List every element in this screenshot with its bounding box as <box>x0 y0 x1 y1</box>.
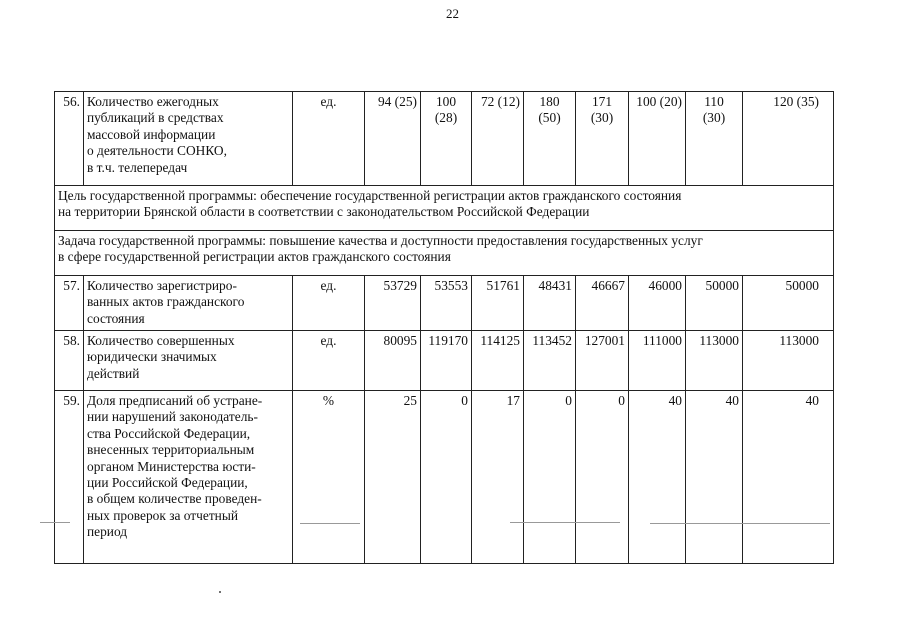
value-cell <box>629 92 686 186</box>
value-cell <box>629 391 686 564</box>
cell-text-line: на территории Брянской области в соответствии с законодательством Российской Федерации <box>58 204 590 220</box>
value-cell <box>524 92 576 186</box>
cell-text-line: 110 <box>704 94 724 109</box>
cell-text-line: публикаций в средствах <box>87 110 224 126</box>
row-number: 56. <box>55 92 84 186</box>
cell-text-line: массовой информации <box>87 126 216 142</box>
cell-text-line: в сфере государственной регистрации актов гражданского состояния <box>58 249 451 265</box>
cell-text-line: внесенных территориальным <box>87 442 255 458</box>
cell-text-line: о деятельности СОНКО, <box>87 143 227 159</box>
unit-cell: % <box>293 391 365 564</box>
value-cell <box>421 331 472 391</box>
table-row <box>55 331 834 391</box>
cell-text-line: 127001 <box>584 333 625 348</box>
cell-text-line: нии нарушений законодатель- <box>87 409 258 425</box>
cell-text-line: ции Российской Федерации, <box>87 475 248 491</box>
value-cell <box>421 391 472 564</box>
indicators-table <box>54 91 834 564</box>
scan-artifact <box>300 523 360 524</box>
cell-text-line: 53553 <box>434 278 468 293</box>
cell-text-line: Задача государственной программы: повышение качества и доступности предоставления государственных услуг <box>58 233 703 248</box>
cell-text-line: 48431 <box>538 278 572 293</box>
cell-text-line: 80095 <box>383 333 417 348</box>
cell-text-line: 53729 <box>383 278 417 293</box>
table-row <box>55 391 834 564</box>
value-cell <box>421 276 472 331</box>
cell-text-line: Количество ежегодных <box>87 94 219 109</box>
cell-text-line: юридически значимых <box>87 349 217 365</box>
value-cell <box>576 92 629 186</box>
value-cell <box>524 276 576 331</box>
cell-text-line: ных проверок за отчетный <box>87 507 239 523</box>
cell-text-line: 114125 <box>480 333 520 348</box>
section-row <box>55 231 834 276</box>
scan-artifact <box>650 523 830 524</box>
cell-text-line: 113452 <box>532 333 572 348</box>
value-cell <box>686 331 743 391</box>
indicator-name <box>84 391 293 564</box>
cell-text-line: Количество совершенных <box>87 333 235 348</box>
value-cell <box>472 331 524 391</box>
cell-text-line: 17 <box>506 393 520 408</box>
cell-text-line: 25 <box>403 393 417 408</box>
value-cell <box>576 331 629 391</box>
value-cell <box>629 276 686 331</box>
cell-text-line: 40 <box>805 393 819 408</box>
cell-text-line: состояния <box>87 310 145 326</box>
value-cell <box>472 391 524 564</box>
cell-text-line: 40 <box>725 393 739 408</box>
cell-text-line: 180 <box>539 94 560 109</box>
indicator-name <box>84 276 293 331</box>
cell-text-line: 113000 <box>779 333 819 348</box>
cell-text-line: 46667 <box>591 278 625 293</box>
value-cell <box>576 276 629 331</box>
cell-text-line: 113000 <box>699 333 739 348</box>
cell-text-line: период <box>87 524 128 540</box>
value-cell <box>743 391 834 564</box>
cell-text-line: 72 (12) <box>480 94 520 109</box>
cell-text-line: Цель государственной программы: обеспечение государственной регистрации актов гражданского состояния <box>58 188 682 203</box>
indicator-name <box>84 92 293 186</box>
cell-text-line: 51761 <box>486 278 520 293</box>
cell-text-line: 111000 <box>642 333 682 348</box>
value-cell <box>365 276 421 331</box>
section-heading <box>55 186 834 231</box>
section-row <box>55 186 834 231</box>
row-number: 57. <box>55 276 84 331</box>
cell-text-line: 50000 <box>705 278 739 293</box>
cell-text-line: 100 <box>435 94 457 109</box>
value-cell <box>686 92 743 186</box>
cell-text-line: (30) <box>702 110 726 126</box>
value-cell <box>743 276 834 331</box>
value-cell <box>629 331 686 391</box>
value-cell <box>524 331 576 391</box>
value-cell <box>365 92 421 186</box>
cell-text-line: в т.ч. телепередач <box>87 159 188 175</box>
cell-text-line: 100 (20) <box>636 94 682 109</box>
cell-text-line: 0 <box>618 393 625 408</box>
cell-text-line: (30) <box>590 110 614 126</box>
cell-text-line: 46000 <box>648 278 682 293</box>
cell-text-line: 40 <box>668 393 682 408</box>
row-number: 59. <box>55 391 84 564</box>
cell-text-line: Доля предписаний об устране- <box>87 393 263 408</box>
value-cell <box>365 391 421 564</box>
cell-text-line: ванных актов гражданского <box>87 294 245 310</box>
cell-text-line: действий <box>87 365 140 381</box>
section-heading <box>55 231 834 276</box>
cell-text-line: (28) <box>434 110 458 126</box>
cell-text-line: органом Министерства юсти- <box>87 458 256 474</box>
page-number: 22 <box>446 6 459 21</box>
table-row <box>55 276 834 331</box>
cell-text-line: ства Российской Федерации, <box>87 425 251 441</box>
cell-text-line: в общем количестве проведен- <box>87 491 262 507</box>
value-cell <box>686 276 743 331</box>
scan-artifact <box>510 522 620 523</box>
cell-text-line: 50000 <box>785 278 819 293</box>
cell-text-line: 171 <box>591 94 613 109</box>
cell-text-line: 119170 <box>428 333 468 348</box>
cell-text-line: (50) <box>538 110 561 126</box>
indicator-name <box>84 331 293 391</box>
value-cell <box>524 391 576 564</box>
scan-artifact <box>219 591 221 593</box>
value-cell <box>686 391 743 564</box>
cell-text-line: 0 <box>565 393 572 408</box>
value-cell <box>743 331 834 391</box>
unit-cell: ед. <box>293 331 365 391</box>
row-number: 58. <box>55 331 84 391</box>
unit-cell: ед. <box>293 92 365 186</box>
unit-cell: ед. <box>293 276 365 331</box>
value-cell <box>743 92 834 186</box>
cell-text-line: Количество зарегистриро- <box>87 278 237 293</box>
table-row <box>55 92 834 186</box>
cell-text-line: 94 (25) <box>377 94 417 109</box>
cell-text-line: 120 (35) <box>773 94 819 109</box>
value-cell <box>421 92 472 186</box>
value-cell <box>576 391 629 564</box>
value-cell <box>472 276 524 331</box>
scan-artifact <box>40 522 70 523</box>
value-cell <box>365 331 421 391</box>
cell-text-line: 0 <box>461 393 468 408</box>
value-cell <box>472 92 524 186</box>
